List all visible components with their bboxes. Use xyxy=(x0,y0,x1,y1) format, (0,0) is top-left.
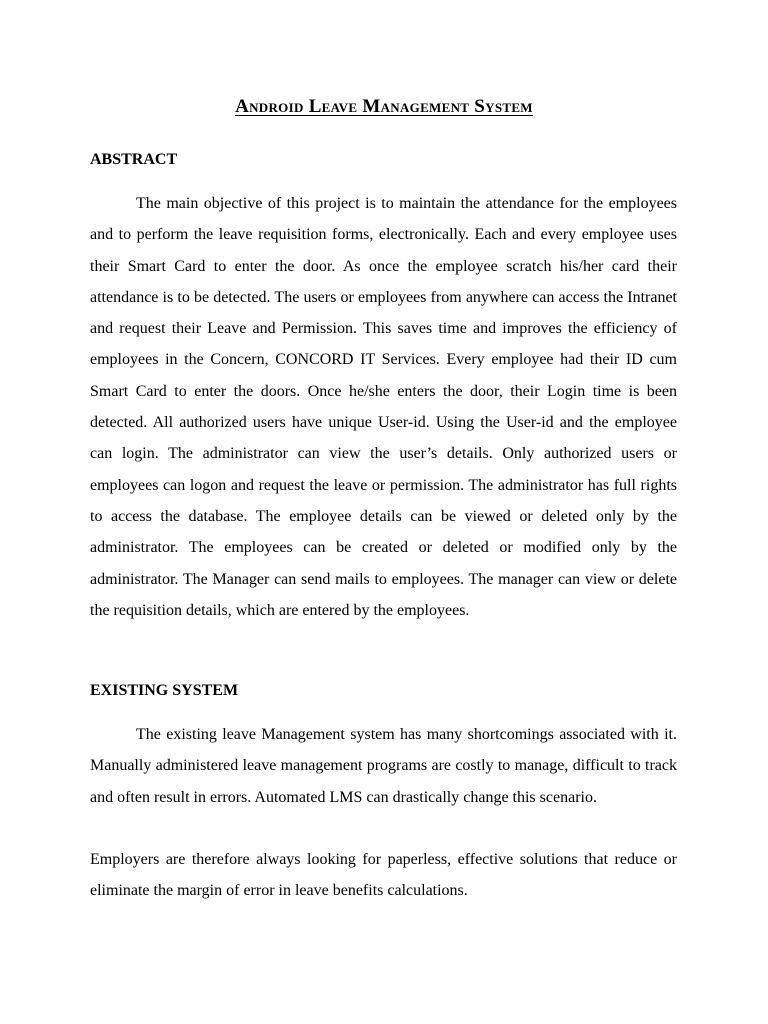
existing-system-paragraph-2: Employers are therefore always looking for paperless, effective solutions that reduce or eliminate the margin of error in leave benefits calculations. xyxy=(90,851,677,900)
section-heading-abstract: ABSTRACT xyxy=(90,151,178,168)
existing-system-paragraph-1: The existing leave Management system has many shortcomings associated with it. Manually administered leave management programs are costly to manage, difficult to track and often result in errors. Automated LMS can drastically change this scenario. xyxy=(90,726,677,806)
document-title: Android Leave Management System xyxy=(235,96,533,117)
abstract-paragraph: The main objective of this project is to maintain the attendance for the employees and to perform the leave requisition forms, electronically. Each and every employee uses their Smart Card to enter the door. As once the employee scratch his/her card their attendance is to be detected. The users or employees from anywhere can access the Intranet and request their Leave and Permission. This saves time and improves the efficiency of employees in the Concern, CONCORD IT Services. Every employee had their ID cum Smart Card to enter the doors. Once he/she enters the door, their Login time is been detected. All authorized users have unique User-id. Using the User-id and the employee can login. The administrator can view the user’s details. Only authorized users or employees can logon and request the leave or permission. The administrator has full rights to access the database. The employee details can be viewed or deleted only by the administrator. The employees can be created or deleted or modified only by the administrator. The Manager can send mails to employees. The manager can view or delete the requisition details, which are entered by the employees. xyxy=(90,195,677,619)
section-heading-existing-system: EXISTING SYSTEM xyxy=(90,682,239,699)
